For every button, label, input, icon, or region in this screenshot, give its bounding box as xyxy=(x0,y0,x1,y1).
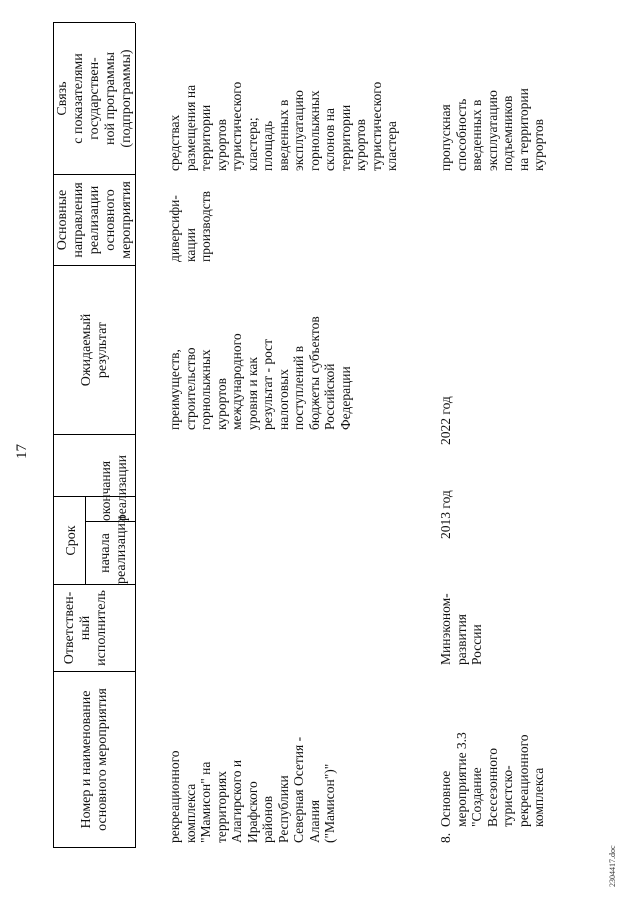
table-row-2-link: пропускная способность введенных в эксплуатацию подъемников на территории курортов xyxy=(438,88,546,171)
header-bottom-border xyxy=(135,23,136,848)
header-directions: Основные направления реализации основного мероприятия xyxy=(55,181,134,259)
header-end: окончания реализации xyxy=(98,455,129,521)
table-row-2-end: 2022 год xyxy=(438,396,453,445)
table-row-2-number: 8. xyxy=(438,832,453,843)
header-executor: Ответствен- ный исполнитель xyxy=(62,590,109,666)
table-row-1-name: рекреационного комплекса "Мамисон" на территориях Алагирского и Ирафского районов Республики Северная Осетия - Алания ("Мамисон")" xyxy=(167,736,337,843)
table-row-2-name: Основное мероприятие 3.3 "Создание Всесезонного туристско- рекреационного комплекса xyxy=(438,732,546,827)
table-row-2-start: 2013 год xyxy=(438,490,453,539)
document-footer: 2304417.doc xyxy=(608,845,617,887)
header-number-name: Номер и наименование основного мероприятия xyxy=(79,688,110,831)
header-start: начала реализации xyxy=(98,515,129,584)
col-divider-5 xyxy=(53,434,135,435)
page-number: 17 xyxy=(14,444,30,459)
table-top-border xyxy=(53,23,54,848)
header-result: Ожидаемый результат xyxy=(79,313,110,387)
table-row-1-link: средствах размещения на территории курортов туристического кластера; площадь введенных в эксплуатацию горнолыжных склонов на территории курортов туристического кластера xyxy=(167,81,399,171)
term-subheader-border xyxy=(85,497,86,585)
header-link: Связь с показателями государствен- ной программы (подпрограммы) xyxy=(55,49,134,148)
header-term: Срок xyxy=(64,525,79,556)
table-left-border xyxy=(53,847,135,848)
table-row-1-result: преимуществ, строительство горнолыжных курортов международного уровня и как результат - рост налоговых поступлений в бюджеты субъектов Российской Федерации xyxy=(167,316,353,430)
table-row-1-directions: диверсифи- кации производств xyxy=(167,190,213,262)
table-row-2-executor: Минэконом- развития России xyxy=(438,593,484,665)
